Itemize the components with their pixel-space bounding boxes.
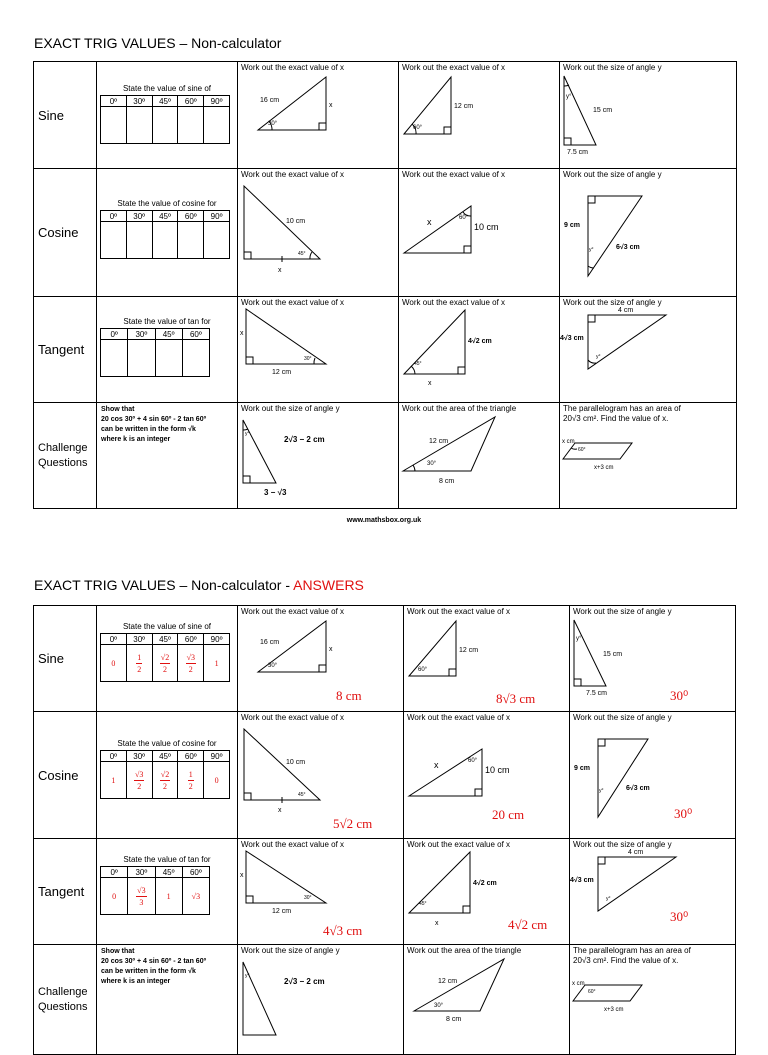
question-prompt: Work out the exact value of x	[241, 63, 345, 72]
right-triangle-diagram	[238, 945, 404, 1055]
triangle-diagram	[404, 945, 570, 1055]
answer-value: 1	[204, 645, 230, 682]
challenge-q2-cell	[399, 403, 560, 509]
question-prompt: Work out the size of angle y	[241, 404, 340, 413]
answer-value: $\frac{√2}{2}$	[152, 645, 178, 682]
svg-text:12 cm: 12 cm	[272, 369, 292, 376]
tan-q3-cell	[570, 839, 736, 945]
answer-value: $\frac{1}{2}$	[178, 762, 204, 799]
right-triangle-diagram	[570, 839, 736, 945]
angle-header: 90º	[204, 96, 230, 107]
svg-text:12 cm: 12 cm	[429, 438, 449, 445]
answer-value: 0	[101, 878, 128, 915]
sine-answer-table	[100, 633, 230, 682]
angle-header: 45º	[152, 634, 178, 645]
question-prompt: Work out the size of angle y	[563, 170, 662, 179]
svg-text:x: x	[427, 217, 432, 227]
svg-text:y°: y°	[576, 636, 582, 642]
right-triangle-diagram	[238, 606, 404, 712]
tan-q2-cell	[404, 839, 570, 945]
answer-value: 1	[155, 878, 182, 915]
svg-text:60°: 60°	[413, 125, 423, 131]
svg-text:x: x	[240, 872, 244, 879]
svg-text:x: x	[329, 102, 333, 109]
row-label-challenge: Challenge Questions	[34, 403, 97, 509]
svg-text:y°: y°	[606, 896, 611, 902]
tan-table-cell	[97, 839, 238, 945]
svg-text:y°: y°	[566, 94, 572, 100]
question-prompt: Work out the exact value of x	[241, 713, 345, 722]
question-prompt-2: 20√3 cm². Find the value of x.	[573, 956, 679, 965]
right-triangle-diagram	[570, 606, 736, 712]
angle-header: 90º	[204, 751, 230, 762]
svg-text:y°: y°	[596, 354, 601, 360]
answer-value: 0	[101, 645, 127, 682]
svg-text:16 cm: 16 cm	[260, 639, 280, 646]
sine-q2-cell	[399, 62, 560, 169]
svg-text:30°: 30°	[427, 461, 437, 467]
svg-text:12 cm: 12 cm	[454, 103, 474, 110]
show-that-cell: Show that 20 cos 30º + 4 sin 60º - 2 tan 60º can be written in the form √k where k is an integer	[97, 403, 238, 509]
cos-q1-cell	[238, 169, 399, 297]
svg-text:45°: 45°	[414, 361, 422, 367]
question-prompt: Work out the size of angle y	[573, 607, 672, 616]
tan-q2-cell	[399, 297, 560, 403]
svg-text:45°: 45°	[419, 901, 427, 907]
challenge-q3-cell	[570, 945, 736, 1055]
question-prompt: Work out the size of angle y	[573, 713, 672, 722]
answer-sine-q2: 8√3 cm	[496, 691, 536, 706]
answer-tan-q2: 4√2 cm	[508, 917, 548, 932]
sine-q3-cell	[570, 606, 736, 712]
svg-text:15 cm: 15 cm	[593, 107, 613, 114]
svg-text:y°: y°	[589, 247, 594, 253]
sine-table	[100, 95, 230, 144]
svg-text:12 cm: 12 cm	[438, 978, 458, 985]
cos-table-prompt: State the value of cosine for	[117, 199, 217, 208]
right-triangle-diagram	[238, 839, 404, 945]
question-prompt: Work out the exact value of x	[241, 170, 345, 179]
question-prompt: Work out the exact value of x	[241, 298, 345, 307]
angle-header: 45º	[152, 211, 178, 222]
answers-table	[33, 605, 736, 1055]
svg-text:45°: 45°	[298, 251, 306, 257]
right-triangle-diagram	[238, 169, 398, 297]
svg-text:10 cm: 10 cm	[286, 218, 306, 225]
question-prompt: Work out the exact value of x	[241, 607, 345, 616]
angle-header: 90º	[204, 634, 230, 645]
challenge-q1-cell	[238, 403, 399, 509]
sine-table-prompt: State the value of sine of	[122, 84, 212, 93]
question-prompt: Work out the size of angle y	[563, 63, 662, 72]
angle-header: 30º	[126, 96, 152, 107]
answer-cos-q3: 30⁰	[674, 806, 693, 821]
row-label-cosine: Cosine	[34, 169, 97, 297]
angle-header: 60º	[182, 867, 209, 878]
angle-header: 45º	[155, 867, 182, 878]
right-triangle-diagram	[238, 297, 398, 403]
angle-header: 0º	[101, 751, 127, 762]
parallelogram-diagram	[570, 945, 736, 1055]
svg-text:60°: 60°	[588, 989, 596, 995]
svg-text:x: x	[240, 330, 244, 337]
cos-q2-cell	[399, 169, 560, 297]
row-label-tangent: Tangent	[34, 297, 97, 403]
svg-text:8 cm: 8 cm	[446, 1016, 462, 1023]
challenge-q3-cell	[560, 403, 737, 509]
angle-header: 0º	[101, 211, 127, 222]
right-triangle-diagram	[399, 169, 559, 297]
svg-text:6√3 cm: 6√3 cm	[626, 785, 650, 792]
sine-q1-cell	[238, 606, 404, 712]
right-triangle-diagram	[399, 297, 559, 403]
angle-header: 0º	[101, 329, 128, 340]
answer-value: $\frac{√3}{3}$	[128, 878, 155, 915]
right-triangle-diagram	[238, 712, 404, 839]
svg-text:3 − √3: 3 − √3	[264, 488, 287, 497]
question-prompt: Work out the size of angle y	[563, 298, 662, 307]
svg-text:4√2 cm: 4√2 cm	[468, 338, 492, 345]
question-prompt: Work out the area of the triangle	[402, 404, 517, 413]
footer-url: www.mathsbox.org.uk	[346, 517, 422, 524]
angle-header: 30º	[126, 634, 152, 645]
cos-q1-cell	[238, 712, 404, 839]
question-prompt: Work out the exact value of x	[241, 840, 345, 849]
angle-header: 30º	[128, 867, 155, 878]
svg-text:30°: 30°	[268, 121, 278, 127]
svg-text:4√3 cm: 4√3 cm	[560, 335, 584, 342]
parallelogram-diagram	[560, 403, 736, 509]
right-triangle-diagram	[404, 606, 570, 712]
svg-text:7.5 cm: 7.5 cm	[567, 149, 589, 156]
challenge-q1-cell	[238, 945, 404, 1055]
tan-answer-table	[100, 866, 210, 915]
svg-text:x cm: x cm	[562, 439, 575, 445]
svg-text:x: x	[278, 267, 282, 274]
right-triangle-diagram	[238, 403, 398, 509]
sine-table-cell	[97, 62, 238, 169]
angle-header: 60º	[182, 329, 209, 340]
question-prompt: Work out the exact value of x	[407, 840, 511, 849]
cos-table	[100, 210, 230, 259]
tan-q1-cell	[238, 297, 399, 403]
tan-table	[100, 328, 210, 377]
show-that-cell: Show that 20 cos 30º + 4 sin 60º - 2 tan 60º can be written in the form √k where k is an integer	[97, 945, 238, 1055]
answer-cos-q1: 5√2 cm	[333, 816, 373, 831]
answer-value: $\frac{√2}{2}$	[152, 762, 178, 799]
right-triangle-diagram	[560, 297, 736, 403]
tan-table-prompt: State the value of tan for	[123, 317, 211, 326]
angle-header: 60º	[178, 96, 204, 107]
cos-table-prompt: State the value of cosine for	[117, 739, 217, 748]
angle-header: 45º	[152, 96, 178, 107]
svg-text:15 cm: 15 cm	[603, 651, 623, 658]
triangle-diagram	[399, 403, 559, 509]
svg-text:2√3 − 2 cm: 2√3 − 2 cm	[284, 435, 325, 444]
svg-text:10 cm: 10 cm	[286, 759, 306, 766]
svg-text:4 cm: 4 cm	[618, 307, 634, 314]
challenge-q2-cell	[404, 945, 570, 1055]
svg-text:x cm: x cm	[572, 981, 585, 987]
sine-table-cell	[97, 606, 238, 712]
svg-text:60°: 60°	[418, 667, 428, 673]
svg-text:12 cm: 12 cm	[272, 908, 292, 915]
angle-header: 30º	[126, 751, 152, 762]
svg-text:x+3 cm: x+3 cm	[594, 465, 614, 471]
svg-text:y°: y°	[245, 973, 250, 979]
answer-value: $\frac{1}{2}$	[126, 645, 152, 682]
sine-q2-cell	[404, 606, 570, 712]
svg-text:10 cm: 10 cm	[485, 765, 510, 775]
sine-table-prompt: State the value of sine of	[122, 622, 212, 631]
angle-header: 60º	[178, 211, 204, 222]
angle-header: 30º	[128, 329, 155, 340]
cos-table-cell	[97, 712, 238, 839]
answer-value: 0	[204, 762, 230, 799]
svg-text:30°: 30°	[434, 1003, 444, 1009]
svg-text:9 cm: 9 cm	[564, 222, 580, 229]
question-prompt: Work out the exact value of x	[402, 170, 506, 179]
svg-text:6√3 cm: 6√3 cm	[616, 244, 640, 251]
question-prompt: Work out the size of angle y	[573, 840, 672, 849]
tan-table-prompt: State the value of tan for	[123, 855, 211, 864]
question-prompt: Work out the exact value of x	[407, 713, 511, 722]
angle-header: 60º	[178, 634, 204, 645]
row-label-challenge: Challenge Questions	[34, 945, 97, 1055]
right-triangle-diagram	[399, 62, 559, 169]
answer-value: $\frac{√3}{2}$	[126, 762, 152, 799]
svg-text:y°: y°	[245, 431, 250, 437]
right-triangle-diagram	[404, 712, 570, 839]
tan-q3-cell	[560, 297, 737, 403]
svg-text:16 cm: 16 cm	[260, 97, 280, 104]
svg-text:x: x	[329, 646, 333, 653]
angle-header: 0º	[101, 96, 127, 107]
svg-text:4√2 cm: 4√2 cm	[473, 880, 497, 887]
angle-header: 90º	[204, 211, 230, 222]
svg-text:x: x	[434, 760, 439, 770]
sine-q1-cell	[238, 62, 399, 169]
question-prompt: The parallelogram has an area of	[563, 404, 681, 413]
row-label-sine: Sine	[34, 62, 97, 169]
answers-title: EXACT TRIG VALUES – Non-calculator - ANSWERS	[34, 577, 364, 593]
svg-text:30°: 30°	[268, 663, 278, 669]
svg-text:8 cm: 8 cm	[439, 478, 455, 485]
svg-text:x: x	[428, 380, 432, 387]
cos-answer-table	[100, 750, 230, 799]
angle-header: 45º	[155, 329, 182, 340]
answer-sine-q3: 30⁰	[670, 688, 689, 703]
question-prompt: The parallelogram has an area of	[573, 946, 691, 955]
svg-text:x: x	[435, 920, 439, 927]
tan-table-cell	[97, 297, 238, 403]
angle-header: 0º	[101, 634, 127, 645]
svg-text:30°: 30°	[304, 895, 312, 901]
answer-sine-q1: 8 cm	[336, 688, 362, 703]
worksheet-table	[33, 61, 737, 509]
answer-cos-q2: 20 cm	[492, 807, 525, 822]
right-triangle-diagram	[560, 62, 736, 169]
svg-text:45°: 45°	[298, 792, 306, 798]
svg-text:60°: 60°	[459, 215, 469, 221]
svg-text:x+3 cm: x+3 cm	[604, 1007, 624, 1013]
row-label-cosine: Cosine	[34, 712, 97, 839]
svg-text:4 cm: 4 cm	[628, 849, 644, 856]
svg-text:12 cm: 12 cm	[459, 647, 479, 654]
cos-q2-cell	[404, 712, 570, 839]
svg-text:10 cm: 10 cm	[474, 222, 499, 232]
question-prompt: Work out the exact value of x	[402, 63, 506, 72]
svg-text:2√3 − 2 cm: 2√3 − 2 cm	[284, 977, 325, 986]
svg-text:4√3 cm: 4√3 cm	[570, 877, 594, 884]
question-prompt: Work out the size of angle y	[241, 946, 340, 955]
question-prompt-2: 20√3 cm². Find the value of x.	[563, 414, 669, 423]
cos-q3-cell	[570, 712, 736, 839]
sine-q3-cell	[560, 62, 737, 169]
angle-header: 0º	[101, 867, 128, 878]
row-label-tangent: Tangent	[34, 839, 97, 945]
angle-header: 45º	[152, 751, 178, 762]
question-prompt: Work out the area of the triangle	[407, 946, 522, 955]
question-prompt: Work out the exact value of x	[407, 607, 511, 616]
row-label-sine: Sine	[34, 606, 97, 712]
question-prompt: Work out the exact value of x	[402, 298, 506, 307]
right-triangle-diagram	[238, 62, 398, 169]
answer-value: $\frac{√3}{2}$	[178, 645, 204, 682]
angle-header: 60º	[178, 751, 204, 762]
cos-table-cell	[97, 169, 238, 297]
svg-text:x: x	[278, 807, 282, 814]
answer-tan-q3: 30⁰	[670, 909, 689, 924]
right-triangle-diagram	[560, 169, 736, 297]
answer-value: √3	[182, 878, 209, 915]
answer-value: 1	[101, 762, 127, 799]
cos-q3-cell	[560, 169, 737, 297]
svg-text:60°: 60°	[578, 447, 586, 453]
answer-tan-q1: 4√3 cm	[323, 923, 363, 938]
sheet-title: EXACT TRIG VALUES – Non-calculator	[34, 35, 282, 51]
svg-text:y°: y°	[599, 788, 604, 794]
right-triangle-diagram	[570, 712, 736, 839]
angle-header: 30º	[126, 211, 152, 222]
svg-text:7.5 cm: 7.5 cm	[586, 690, 608, 697]
svg-text:9 cm: 9 cm	[574, 765, 590, 772]
svg-text:60°: 60°	[468, 758, 478, 764]
tan-q1-cell	[238, 839, 404, 945]
svg-text:30°: 30°	[304, 356, 312, 362]
